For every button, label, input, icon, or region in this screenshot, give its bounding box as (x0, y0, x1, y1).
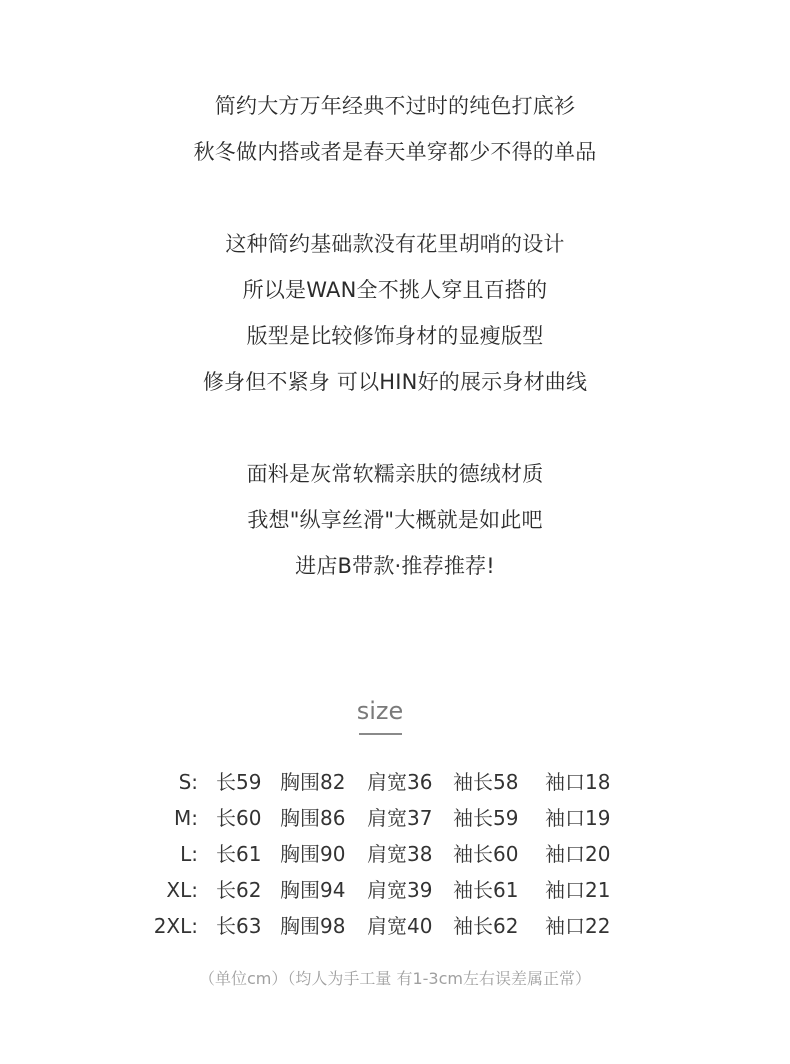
sleeve-value: 袖长59 (453, 806, 519, 830)
description-line: 修身但不紧身 可以HIN好的展示身材曲线 (202, 370, 588, 394)
cuff-value: 袖口19 (545, 806, 611, 830)
description-line: 这种简约基础款没有花里胡哨的设计 (225, 232, 565, 256)
chest-value: 胸围98 (280, 914, 346, 938)
chest-value: 胸围86 (280, 806, 346, 830)
chest-value: 胸围90 (280, 842, 346, 866)
shoulder-value: 肩宽37 (367, 806, 433, 830)
cuff-value: 袖口22 (545, 914, 611, 938)
size-row (0, 803, 790, 833)
size-row (0, 911, 790, 941)
description-line: 秋冬做内搭或者是春天单穿都少不得的单品 (193, 140, 597, 164)
description-line: 面料是灰常软糯亲肤的德绒材质 (246, 462, 544, 486)
cuff-value: 袖口20 (545, 842, 611, 866)
size-row (0, 839, 790, 869)
size-heading-underline (359, 733, 402, 735)
length-value: 长61 (216, 842, 262, 866)
chest-value: 胸围82 (280, 770, 346, 794)
description-line: 进店B带款·推荐推荐! (295, 554, 495, 578)
sleeve-value: 袖长61 (453, 878, 519, 902)
cuff-value: 袖口21 (545, 878, 611, 902)
size-label: M: (174, 806, 198, 830)
measurement-note: （单位cm）（均人为手工量 有1-3cm左右误差属正常） (199, 969, 591, 988)
description-line: 所以是WAN全不挑人穿且百搭的 (242, 278, 548, 302)
sleeve-value: 袖长60 (453, 842, 519, 866)
description-line: 版型是比较修饰身材的显瘦版型 (246, 324, 544, 348)
size-label: 2XL: (153, 914, 198, 938)
description-line: 我想"纵享丝滑"大概就是如此吧 (247, 508, 543, 532)
sleeve-value: 袖长62 (453, 914, 519, 938)
cuff-value: 袖口18 (545, 770, 611, 794)
length-value: 长59 (216, 770, 262, 794)
size-label: S: (178, 770, 198, 794)
size-label: XL: (166, 878, 198, 902)
shoulder-value: 肩宽38 (367, 842, 433, 866)
chest-value: 胸围94 (280, 878, 346, 902)
size-label: L: (180, 842, 198, 866)
length-value: 长60 (216, 806, 262, 830)
length-value: 长62 (216, 878, 262, 902)
size-heading: size (356, 697, 404, 725)
description-line: 简约大方万年经典不过时的纯色打底衫 (214, 94, 576, 118)
shoulder-value: 肩宽40 (367, 914, 433, 938)
shoulder-value: 肩宽36 (367, 770, 433, 794)
size-row (0, 767, 790, 797)
shoulder-value: 肩宽39 (367, 878, 433, 902)
sleeve-value: 袖长58 (453, 770, 519, 794)
length-value: 长63 (216, 914, 262, 938)
size-row (0, 875, 790, 905)
